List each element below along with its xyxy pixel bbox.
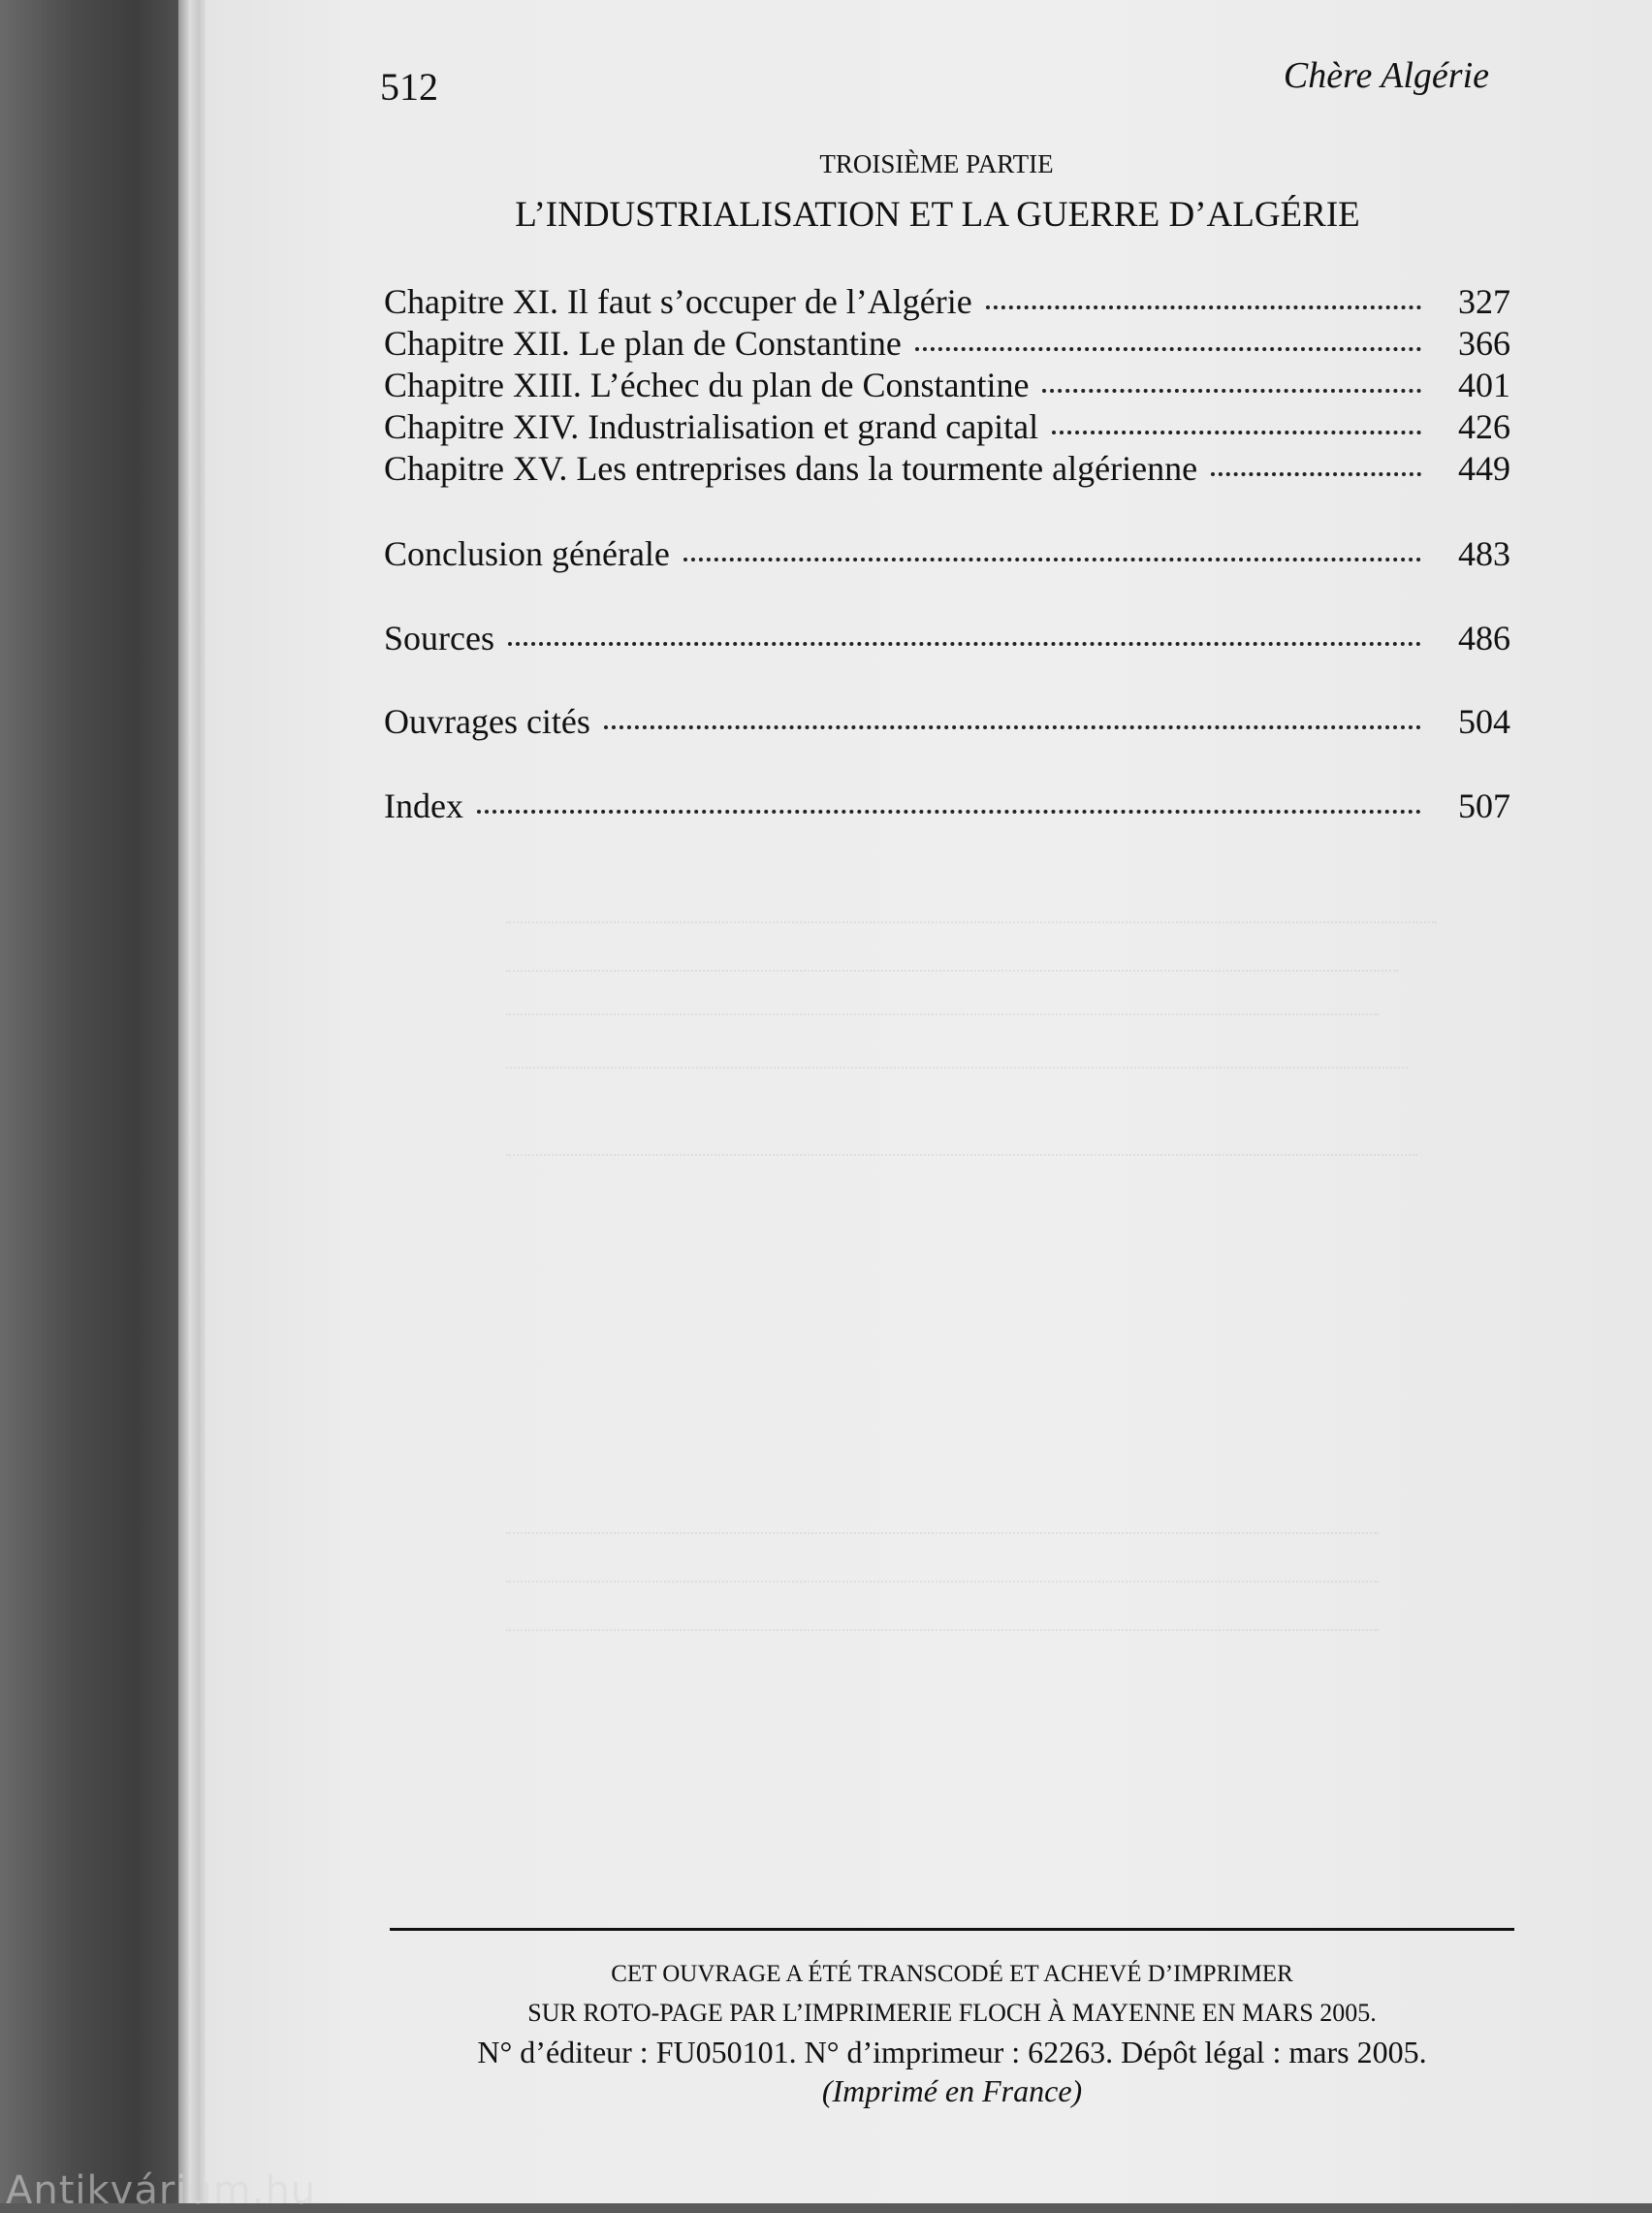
toc-entry-page: 426 bbox=[1458, 407, 1510, 446]
toc-entry-index bbox=[384, 786, 1510, 826]
colophon-line: N° d’éditeur : FU050101. N° d’imprimeur : 62263. Dépôt légal : mars 2005. bbox=[477, 2035, 1427, 2069]
toc-entry-page: 507 bbox=[1458, 786, 1510, 825]
toc-entry-page: 483 bbox=[1458, 534, 1510, 573]
book-page bbox=[206, 0, 1652, 2203]
show-through-text bbox=[361, 834, 1621, 1881]
colophon-line: (Imprimé en France) bbox=[821, 2073, 1083, 2108]
colophon-line: CET OUVRAGE A ÉTÉ TRANSCODÉ ET ACHEVÉ D’IMPRIMER bbox=[611, 1961, 1293, 1987]
colophon-line: SUR ROTO-PAGE PAR L’IMPRIMERIE FLOCH À MAYENNE EN MARS 2005. bbox=[527, 1999, 1377, 2027]
dot-leader bbox=[915, 347, 1421, 351]
dot-leader bbox=[604, 725, 1421, 729]
dot-leader bbox=[1052, 431, 1421, 434]
toc-entry-title: Chapitre XI. Il faut s’occuper de l’Algérie bbox=[384, 282, 972, 321]
toc-entry-page: 486 bbox=[1458, 619, 1510, 657]
dot-leader bbox=[683, 558, 1421, 561]
toc-entry-title: Sources bbox=[384, 619, 494, 657]
dot-leader bbox=[477, 810, 1421, 814]
page-number: 512 bbox=[380, 65, 438, 109]
page-edge bbox=[178, 0, 207, 2203]
toc-entry-title: Chapitre XIV. Industrialisation et grand capital bbox=[384, 407, 1039, 446]
toc-entry-page: 449 bbox=[1458, 449, 1510, 488]
dot-leader bbox=[508, 642, 1421, 646]
dot-leader bbox=[1042, 389, 1421, 393]
toc-entry-chapter-xiv bbox=[384, 406, 1510, 447]
watermark: Antikvárium.hu bbox=[6, 2168, 317, 2213]
colophon bbox=[206, 1955, 1652, 2110]
toc-entry-ouvrages-cites bbox=[384, 701, 1510, 742]
toc-entry-page: 327 bbox=[1458, 282, 1510, 321]
toc-entry-page: 366 bbox=[1458, 324, 1510, 363]
running-title: Chère Algérie bbox=[1283, 55, 1489, 96]
toc-entry-title: Index bbox=[384, 786, 463, 825]
toc-entry-chapter-xi bbox=[384, 281, 1510, 322]
toc-entry-title: Chapitre XII. Le plan de Constantine bbox=[384, 324, 902, 363]
toc-entry-page: 401 bbox=[1458, 366, 1510, 404]
toc-entry-title: Ouvrages cités bbox=[384, 702, 590, 741]
toc-entry-title: Chapitre XIII. L’échec du plan de Constantine bbox=[384, 366, 1030, 404]
background-surface bbox=[0, 0, 194, 2203]
toc-entry-title: Conclusion générale bbox=[384, 534, 670, 573]
toc-entry-title: Chapitre XV. Les entreprises dans la tourmente algérienne bbox=[384, 449, 1198, 488]
part-title: L’INDUSTRIALISATION ET LA GUERRE D’ALGÉRIE bbox=[515, 195, 1360, 235]
toc-entry-chapter-xii bbox=[384, 323, 1510, 364]
toc-entry-chapter-xv bbox=[384, 448, 1510, 489]
dot-leader bbox=[1211, 472, 1421, 476]
toc-entry-chapter-xiii bbox=[384, 365, 1510, 405]
toc-entry-conclusion bbox=[384, 533, 1510, 574]
toc-entry-sources bbox=[384, 618, 1510, 658]
toc-entry-page: 504 bbox=[1458, 702, 1510, 741]
part-label: TROISIÈME PARTIE bbox=[819, 149, 1054, 178]
dot-leader bbox=[986, 305, 1421, 309]
colophon-divider bbox=[390, 1928, 1514, 1931]
